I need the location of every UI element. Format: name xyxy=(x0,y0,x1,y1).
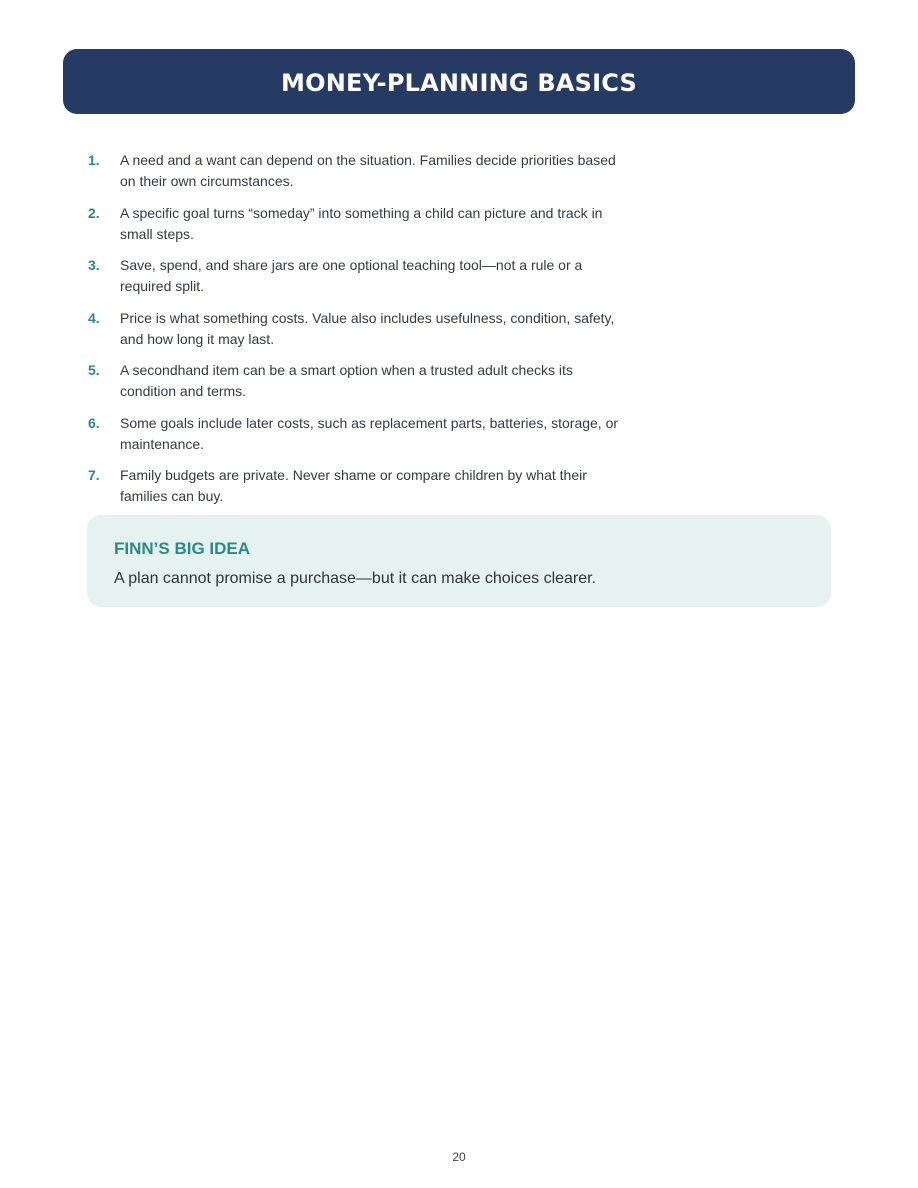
list-item xyxy=(88,255,628,308)
list-item xyxy=(88,150,628,203)
list-number: 6. xyxy=(88,414,100,431)
list-item xyxy=(88,308,628,361)
big-idea-text: A plan cannot promise a purchase—but it can make choices clearer. xyxy=(114,570,597,587)
list-text: A specific goal turns “someday” into something a child can picture and track in small steps. xyxy=(120,204,603,242)
list-text: A need and a want can depend on the situation. Families decide priorities based on their own circumstances. xyxy=(120,152,616,189)
page-title: MONEY-PLANNING BASICS xyxy=(281,68,637,97)
list-item xyxy=(88,465,628,518)
big-idea-callout xyxy=(87,515,831,607)
page-number: 20 xyxy=(452,1150,466,1164)
list-number: 1. xyxy=(88,152,100,168)
big-idea-heading: FINN’S BIG IDEA xyxy=(114,539,251,558)
list-text: Save, spend, and share jars are one optional teaching tool—not a rule or a required split. xyxy=(120,257,583,294)
list-number: 7. xyxy=(88,467,100,483)
list-text: Price is what something costs. Value also includes usefulness, condition, safety, and how long it may last. xyxy=(120,309,615,347)
list-item xyxy=(88,360,628,413)
list-number: 3. xyxy=(88,257,100,273)
title-banner xyxy=(63,49,855,114)
list-item xyxy=(88,413,628,466)
list-number: 4. xyxy=(88,309,100,326)
list-number: 5. xyxy=(88,362,100,378)
list-text: Family budgets are private. Never shame or compare children by what their families can buy. xyxy=(120,467,587,504)
list-text: Some goals include later costs, such as replacement parts, batteries, storage, or maintenance. xyxy=(120,414,619,452)
list-text: A secondhand item can be a smart option when a trusted adult checks its condition and terms. xyxy=(120,362,573,399)
list-item xyxy=(88,203,628,256)
tips-list xyxy=(88,150,628,518)
list-number: 2. xyxy=(88,204,100,221)
